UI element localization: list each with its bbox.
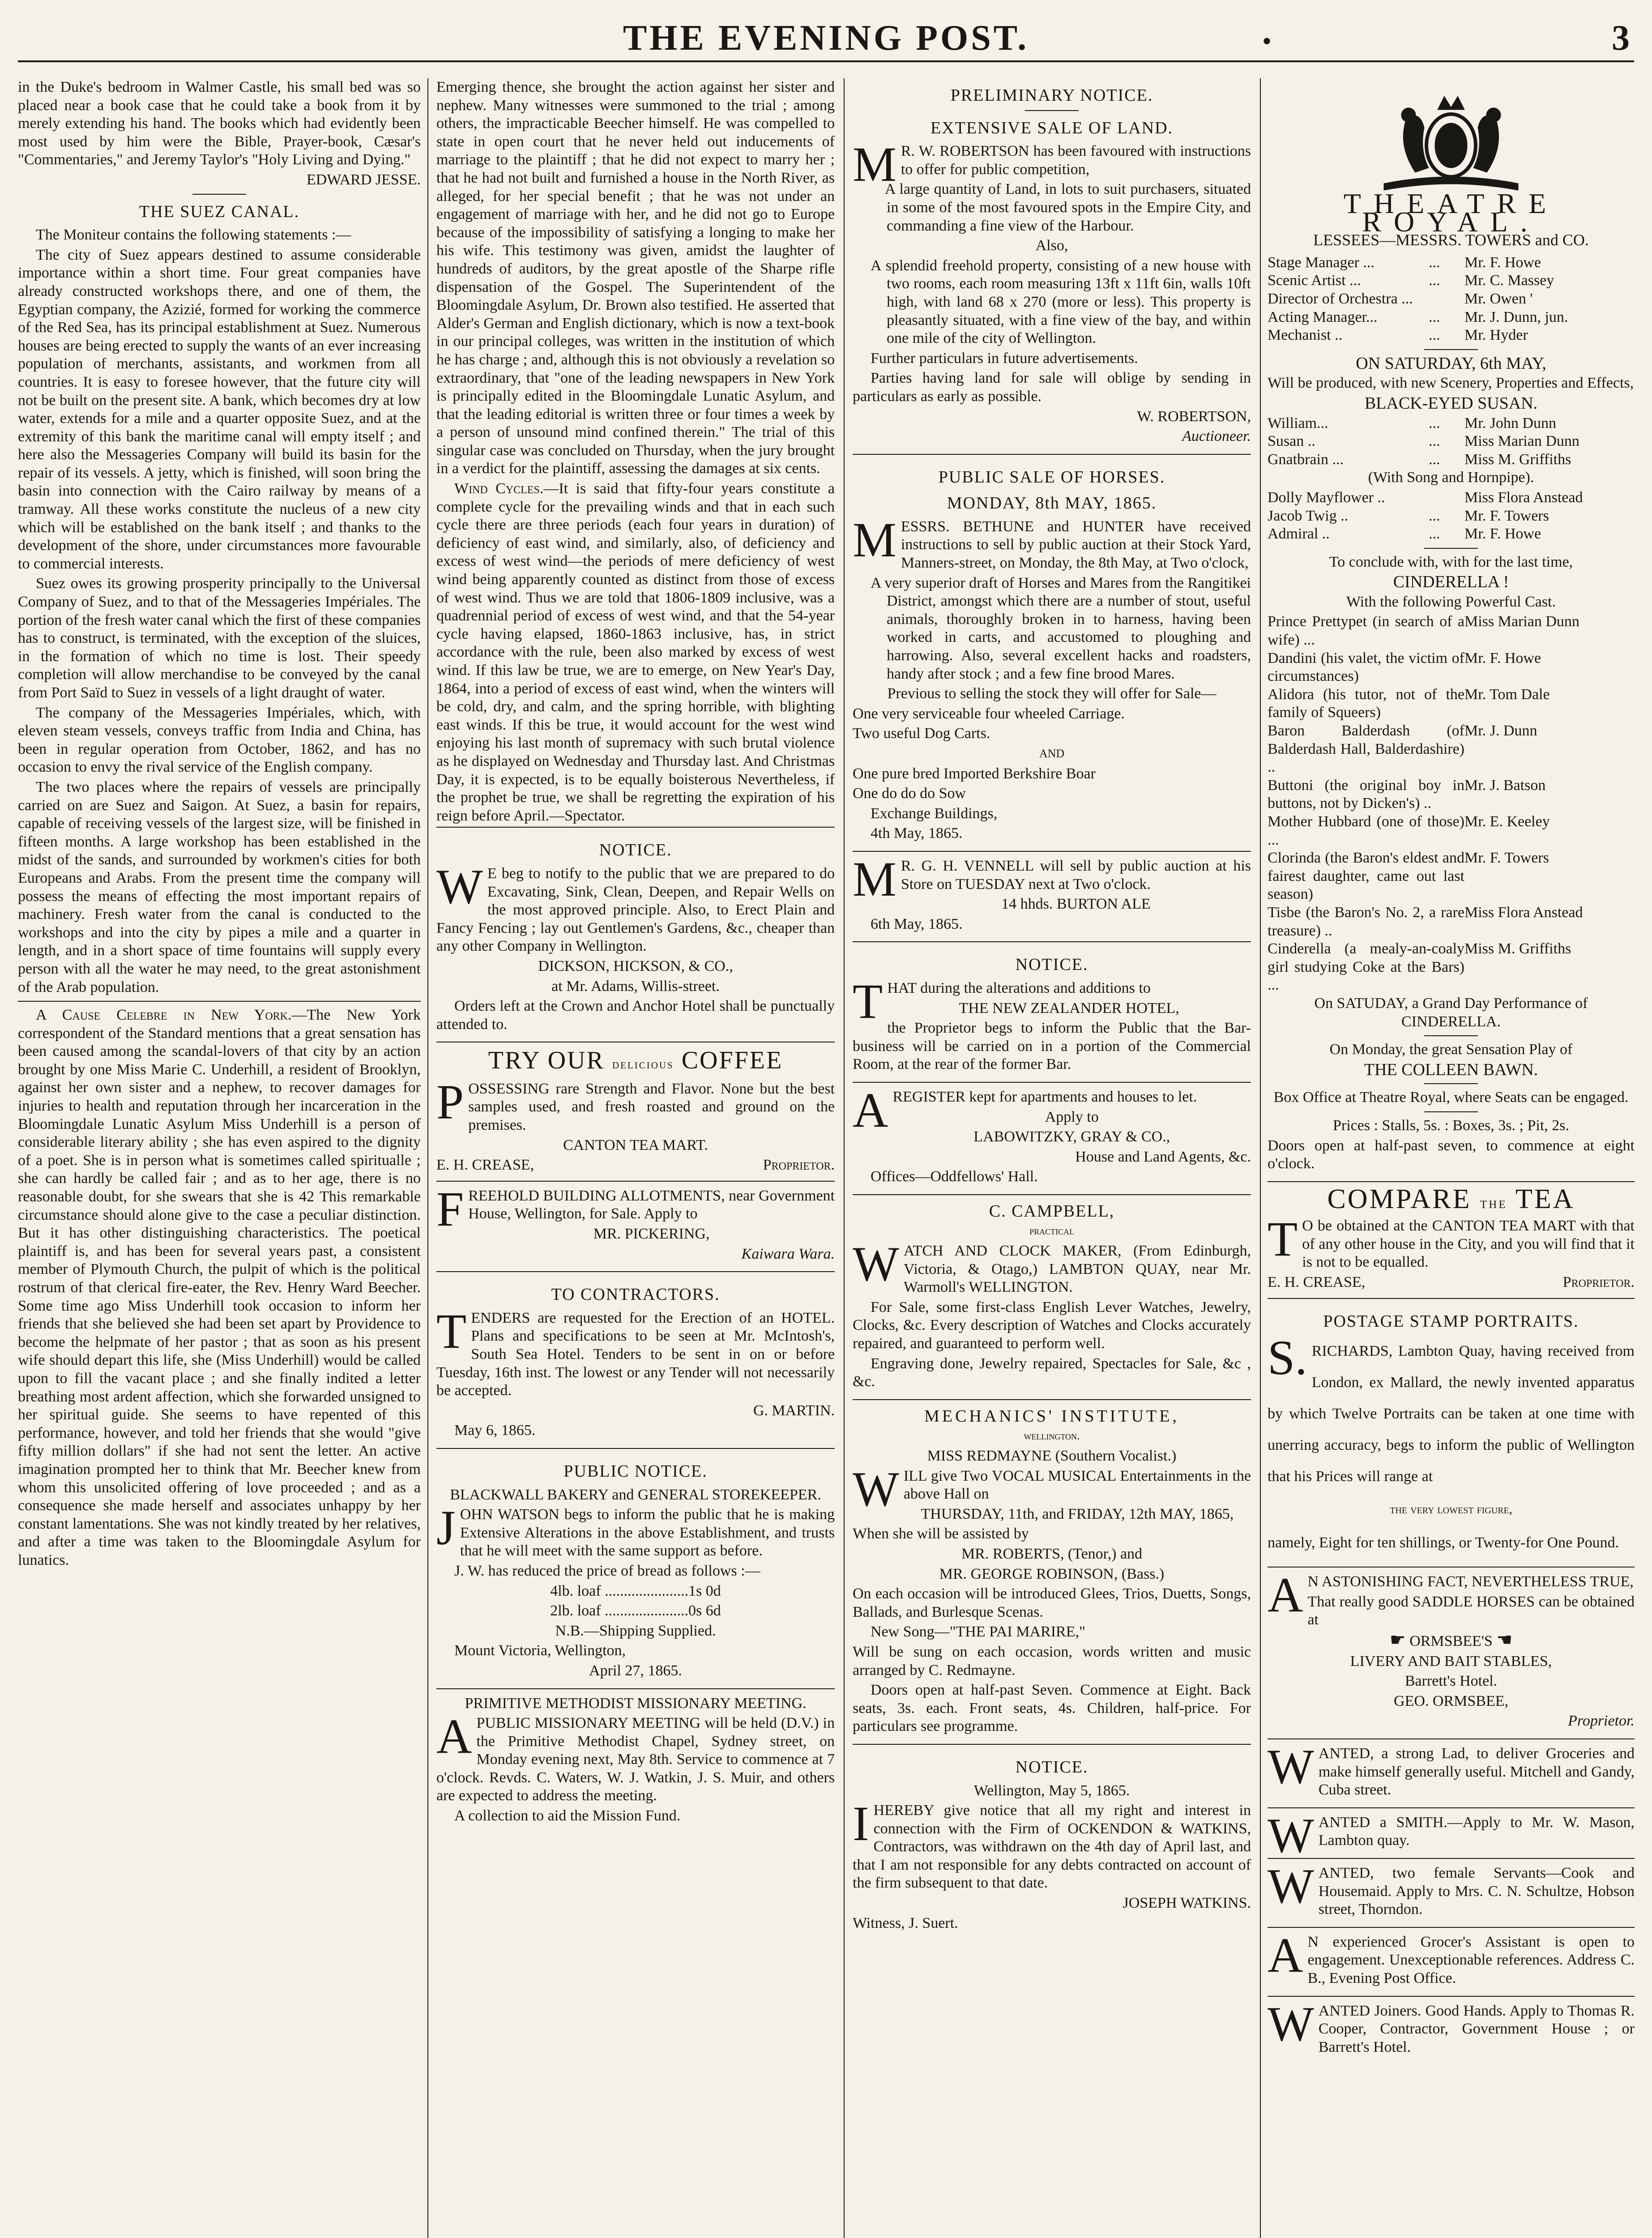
advert-dates: THURSDAY, 11th, and FRIDAY, 12th MAY, 1865, [921, 1505, 1234, 1522]
advert-text: HEREBY give notice that all my right and interest in connection with the Firm of OCKENDON & WATKINS, Contractors, was withdrawn on the 4th day of April last, and that I am not responsible for any debts contracted on account of the firm subsequent to that date. [853, 1802, 1251, 1892]
drop-cap: T [853, 974, 883, 1029]
advert-compare-tea [1268, 1182, 1635, 1299]
advert-heading: PRIMITIVE METHODIST MISSIONARY MEETING. [465, 1695, 807, 1712]
cast-role: Cinderella (a mealy-an-coaly girl studying Coke at the Bars) ... [1268, 940, 1464, 994]
advert-text: ANTED a SMITH.—Apply to Mr. W. Mason, Lambton quay. [1318, 1814, 1635, 1849]
advert-text: ANTED Joiners. Good Hands. Apply to Thomas R. Cooper, Contractor, Government House ; or Barrett's Hotel. [1318, 2002, 1635, 2055]
drop-cap: A [853, 1082, 888, 1137]
cast-role: Buttoni (the original boy in buttons, not by Dicken's) .. [1268, 777, 1464, 812]
drop-cap: J [436, 1500, 456, 1555]
column-rule [844, 78, 845, 2238]
cast-dots: ... [1429, 525, 1440, 542]
cast-dots: ... [1429, 433, 1440, 450]
advert-text: Will be produced, with new Scenery, Properties and Effects, [1268, 375, 1634, 392]
divider [1424, 548, 1478, 549]
cast-row [1268, 904, 1635, 940]
advert-signature-row [436, 1156, 835, 1175]
advert-subheading: BLACKWALL BAKERY and GENERAL STOREKEEPER. [450, 1486, 821, 1503]
advert-owner-role: Proprietor. [763, 1157, 835, 1174]
advert-business-name: ORMSBEE'S [1409, 1633, 1493, 1650]
advert-text: A large quantity of Land, in lots to suit purchasers, situated in some of the most favoured spots in the Empire City, and commanding a fine view of the Harbour. [884, 181, 1251, 234]
advert-grocer-assistant [1268, 1928, 1635, 1997]
cast-actor: Miss Marian Dunn [1464, 613, 1579, 630]
staff-name: Mr. Hyder [1464, 327, 1528, 344]
staff-role: Stage Manager ... [1268, 254, 1375, 271]
advert-signature: W. ROBERTSON, [1137, 408, 1251, 425]
advert-text: A splendid freehold property, consisting of a new house with two rooms, each room measuring 13ft x 11ft 6in, walls 10ft high, with land 68 x 270 (more or less). This property is pleasantly situated, with a fine view of the bay, and within one mile of the city of Wellington. [871, 257, 1251, 347]
divider [1424, 349, 1478, 350]
cast-row [1268, 813, 1635, 849]
advert-date: 6th May, 1865. [871, 915, 963, 932]
cast-actor: Miss M. Griffiths [1464, 940, 1571, 957]
cast-role: Clorinda (the Baron's eldest and fairest daughter, came out last season) [1268, 850, 1464, 903]
article-paragraph: The company of the Messageries Impériales, which, with eleven steam vessels, conveys traffic from India and China, has been in regular operation from October, 1862, and has no occasion to envy the rival service of the English company. [18, 704, 421, 776]
cast-row [1268, 722, 1635, 777]
advert-text: Parties having land for sale will oblige by sending in particulars as early as possible. [853, 370, 1251, 405]
advert-text: ILL give Two VOCAL MUSICAL Entertainments in the above Hall on [903, 1467, 1251, 1503]
cast-role: Dolly Mayflower .. [1268, 489, 1385, 506]
drop-cap: M [853, 137, 896, 192]
drop-cap: W [1268, 1808, 1314, 1863]
advert-text: ANTED, a strong Lad, to deliver Groceries and make himself generally useful. Mitchell and Gandy, Cuba street. [1318, 1745, 1635, 1798]
advert-text: Also, [1035, 237, 1068, 254]
cast-list [1268, 613, 1635, 994]
advert-text: REEHOLD BUILDING ALLOTMENTS, near Government House, Wellington, for Sale. Apply to [468, 1187, 835, 1222]
advert-witness: Witness, J. Suert. [853, 1914, 958, 1931]
cast-row [1268, 849, 1635, 904]
cast-dots: ... [1429, 507, 1440, 524]
play-title: CINDERELLA ! [1393, 572, 1509, 592]
advert-text: With the following Powerful Cast. [1346, 593, 1556, 610]
advert-text: Previous to selling the stock they will offer for Sale— [887, 685, 1217, 702]
staff-row [1268, 290, 1635, 308]
cast-row [1268, 432, 1635, 451]
advert-signature: G. MARTIN. [753, 1402, 835, 1419]
advert-text: PUBLIC MISSIONARY MEETING will be held (D.V.) in the Primitive Methodist Chapel, Sydney street, on Monday evening next, May 8th. Service to commence at 7 o'clock. Revds. C. Waters, W. J. Watkin, J. S. Muir, and others are expected to address the meeting. [436, 1715, 835, 1804]
cast-role: Dandini (his valet, the victim of circumstances) [1268, 649, 1464, 685]
staff-list [1268, 254, 1635, 345]
advert-date: Wellington, May 5, 1865. [973, 1782, 1130, 1799]
advert-text: R. W. ROBERTSON has been favoured with instructions to offer for public competition, [901, 143, 1251, 178]
advert-text: the Proprietor begs to inform the Public that the Bar-business will be carried on in a portion of the Commercial Room, at the rear of the former Bar. [853, 1020, 1251, 1073]
advert-subheading: ON SATURDAY, 6th MAY, [1356, 354, 1546, 373]
advert-watkins [853, 1745, 1251, 1940]
advert-campbell [853, 1195, 1251, 1400]
advert-text: That really good SADDLE HORSES can be obtained at [1307, 1593, 1635, 1628]
staff-row [1268, 272, 1635, 290]
advert-wanted-smith [1268, 1808, 1635, 1863]
cast-role: Tisbe (the Baron's No. 2, a rare treasure) .. [1268, 904, 1464, 939]
article-lead: A Cause Celebre in New York. [36, 1007, 292, 1024]
column-1 [18, 78, 421, 2238]
staff-name: Mr. Owen ' [1464, 290, 1533, 307]
advert-address: at Mr. Adams, Willis-street. [551, 978, 720, 995]
advert-text: One do do do Sow [853, 785, 966, 802]
advert-date: 4th May, 1865. [871, 825, 963, 842]
advert-text: AND [1039, 747, 1065, 760]
advert-business: CANTON TEA MART. [563, 1136, 708, 1153]
staff-row [1268, 254, 1635, 272]
article-body: —The New York correspondent of the Standard mentions that a great sensation has been caused among the scandal-lovers of that city by an action brought by one Miss Marie C. Underhill, a resident of Brooklyn, against her own sister and a nephew, to recover damages for injuries to health and reputation through her incarceration in the Bloomingdale Lunatic Asylum Miss Underhill is a person of considerable literary ability ; she has even aspired to the dignity of a poet. She is in person what is sometimes called spiritualle ; she can hardly be called fair ; and as to her age, there is no reasonable doubt, for she swears that she is 42 This remarkable circumstance should alone give to the case a peculiar distinction. But it has other distinguishing characteristics. The poetical plaintiff is, and has been for several years past, a consistent member of Plymouth Church, the pulpit of which is the political rostrum of that clerical fire-eater, the Rev. Henry Ward Beecher. Some time ago Miss Underhill took occasion to inform her friends that she believed she had been set apart by Providence to become the helpmate of her pastor ; that as soon as his present wife should depart this life, she (Miss Underhill) would be called upon to fill the vacant place ; and she finally indited a letter breathing most ardent affection, which she forwarded unsigned to her spiritual guide. She seems to have repented of this performance, however, and told her friends that she would "give fifty million dollars" if she had not sent the letter. An active imagination prompted her to think that Mr. Beecher knew from whom this unsolicited offering of love proceeded ; and as a consequence she made herself and associates unhappy by her constant lamentations. She was not kindly treated by her relatives, and after a time was taken to the Bloomingdale Asylum for lunatics. [18, 1007, 421, 1568]
advert-vennell [853, 852, 1251, 942]
article-heading: THE SUEZ CANAL. [139, 202, 300, 221]
advert-text: House and Land Agents, &c. [1075, 1148, 1251, 1165]
advert-text: N ASTONISHING FACT, NEVERTHELESS TRUE, [1307, 1573, 1634, 1590]
advert-text: Will be sung on each occasion, words written and music arranged by C. Redmayne. [853, 1643, 1251, 1678]
advert-text: On Monday, the great Sensation Play of [1329, 1041, 1573, 1058]
staff-role: Acting Manager... [1268, 308, 1378, 325]
advert-land-sale [853, 86, 1251, 455]
advert-text: Engraving done, Jewelry repaired, Spectacles for Sale, &c , &c. [853, 1355, 1251, 1390]
advert-text: Doors open at half-past Seven. Commence at Eight. Back seats, 3s. each. Front seats, 4s. Children, half-price. For particulars see programme. [853, 1682, 1251, 1735]
drop-cap: T [436, 1303, 467, 1358]
pointing-hand-icon: ☚ [1496, 1630, 1513, 1650]
divider [1424, 1083, 1478, 1084]
advert-text: Further particulars in future advertisements. [871, 350, 1138, 367]
advert-text: One very serviceable four wheeled Carriage. [853, 705, 1125, 722]
divider [1025, 110, 1079, 111]
advert-heading: NOTICE. [1015, 1757, 1089, 1777]
staff-name: Mr. C. Massey [1464, 272, 1554, 289]
advert-heading: PUBLIC NOTICE. [563, 1461, 708, 1481]
advert-heading: TO CONTRACTORS. [551, 1285, 720, 1304]
cast-role: Admiral .. [1268, 525, 1330, 542]
drop-cap: M [853, 851, 896, 906]
article-paragraph: Suez owes its growing prosperity principally to the Universal Company of Suez, and to that of the Messageries Impériales. The portion of the fresh water canal which the first of these companies has to construct, is terminated, with the exception of the sluices, in the formation of which no time is lost. Their speedy completion will allow merchandise to be conveyed by the canal from Port Saïd to Suez in vessels of a light draught of water. [18, 575, 421, 701]
advert-text: New Song—"THE PAI MARIRE," [871, 1623, 1085, 1640]
advert-address: Offices—Oddfellows' Hall. [871, 1168, 1038, 1185]
advert-text: 14 hhds. BURTON ALE [1001, 896, 1151, 913]
drop-cap: A [436, 1709, 472, 1764]
drop-cap: T [1268, 1212, 1298, 1267]
advert-text: OHN WATSON begs to inform the public that he is making Extensive Alterations in the above Establishment, and trusts that he will meet with the same support as before. [460, 1506, 835, 1559]
article-paragraph [436, 480, 835, 825]
article-paragraph: The two places where the repairs of vessels are principally carried on are Suez and Saigon. At Suez, a basin for repairs, capable of receiving vessels of the largest size, will be finished in fifteen months. A large workshop has been established in the midst of the sands, and surrounded by workmen's cities for both Europeans and Arabs. From the present time the company will possess the means of effecting the most important repairs of machinery. Fresh water from the canal is conducted to the workshops and into the city by pipes a mile and a quarter in length, and in a short space of time fountains will supply every person with all the water he may need, to the great astonishment of the Arab population. [18, 778, 421, 995]
cast-row [1268, 649, 1635, 686]
advert-text: On SATUDAY, a Grand Day Performance of CINDERELLA. [1314, 995, 1588, 1030]
drop-cap: M [853, 512, 896, 567]
column-3 [853, 78, 1251, 2238]
advert-address: Mount Victoria, Wellington, [454, 1642, 626, 1659]
advert-heading: NOTICE. [1015, 955, 1089, 974]
play-title: BLACK-EYED SUSAN. [1364, 393, 1538, 413]
drop-cap: F [436, 1181, 464, 1236]
cast-role: Susan .. [1268, 433, 1315, 450]
advert-text: On each occasion will be introduced Glees, Trios, Duetts, Songs, Ballads, and Burlesque Scenas. [853, 1585, 1251, 1620]
cast-actor: Mr. E. Keeley [1464, 813, 1550, 830]
compare-heading-a: COMPARE [1327, 1183, 1472, 1214]
advert-text: Two useful Dog Carts. [853, 725, 990, 742]
advert-text: R. G. H. VENNELL will sell by public auction at his Store on TUESDAY next at Two o'clock. [901, 857, 1251, 893]
advert-text: J. W. has reduced the price of bread as follows :— [454, 1562, 760, 1579]
advert-text: the very lowest figure, [1390, 1503, 1512, 1517]
cast-actor: Mr. F. Towers [1464, 850, 1549, 867]
advert-bakery [436, 1449, 835, 1689]
cast-role: Jacob Twig .. [1268, 507, 1349, 524]
staff-dots: ... [1429, 308, 1440, 325]
advert-business: LIVERY AND BAIT STABLES, [1350, 1653, 1552, 1670]
cast-note: (With Song and Hornpipe). [1368, 469, 1534, 486]
cast-row [1268, 686, 1635, 722]
article-signature: EDWARD JESSE. [306, 171, 421, 188]
drop-cap: W [853, 1461, 899, 1516]
advert-heading: NOTICE. [599, 841, 672, 860]
drop-cap: S. [1268, 1330, 1307, 1385]
price-line: 4lb. loaf ......................1s 0d [550, 1582, 721, 1599]
cast-role: Mother Hubbard (one of those) ... [1268, 813, 1464, 848]
cast-actor: Miss M. Griffiths [1464, 451, 1571, 468]
advert-text: ATCH AND CLOCK MAKER, (From Edinburgh, Victoria, & Otago,) LAMBTON QUAY, near Mr. Warmoll's WELLINGTON. [903, 1243, 1251, 1296]
drop-cap: W [853, 1237, 899, 1292]
masthead-dot: • [1262, 26, 1272, 56]
advert-ormsbee-stables [1268, 1567, 1635, 1739]
cast-role: Baron Balderdash (of Balderdash Hall, Balderdashire) .. [1268, 722, 1464, 776]
staff-role: Scenic Artist ... [1268, 272, 1361, 289]
advert-text: ANTED, two female Servants—Cook and Housemaid. Apply to Mrs. C. N. Schultze, Hobson street, Thorndon. [1318, 1864, 1635, 1918]
advert-heading [1268, 1183, 1635, 1214]
advert-methodist [436, 1689, 835, 1833]
advert-business [1268, 1631, 1635, 1651]
staff-dots [1429, 290, 1464, 308]
advert-text: Orders left at the Crown and Anchor Hotel shall be punctually attended to. [436, 998, 835, 1033]
advert-text: OSSESSING rare Strength and Flavor. None but the best samples used, and fresh roasted and ground on the premises. [468, 1080, 835, 1134]
advert-theatre-royal [1268, 83, 1635, 1182]
advert-text: HAT during the alterations and additions to [887, 979, 1151, 996]
advert-prices: Prices : Stalls, 5s. : Boxes, 3s. ; Pit, 2s. [1333, 1117, 1569, 1134]
column-2 [436, 78, 835, 2238]
drop-cap: W [1268, 1858, 1314, 1913]
pointing-hand-icon: ☛ [1389, 1630, 1406, 1650]
staff-name: Mr. F. Howe [1464, 254, 1541, 271]
drop-cap: W [1268, 1739, 1314, 1794]
advert-owner: E. H. CREASE, [1268, 1274, 1366, 1291]
advert-signature-role: Auctioneer. [1182, 428, 1251, 445]
staff-dots: ... [1429, 327, 1440, 344]
royal-crest-icon [1357, 83, 1545, 195]
advert-text: For Sale, some first-class English Lever Watches, Jewelry, Clocks, &c. Every description of Watches and Clocks accurately repaired, and guaranteed to perform well. [853, 1298, 1251, 1352]
play-title: THE COLLEEN BAWN. [1364, 1060, 1538, 1079]
advert-contractors [436, 1272, 835, 1449]
drop-cap: P [436, 1074, 464, 1129]
advert-subheading: MONDAY, 8th MAY, 1865. [947, 494, 1157, 513]
cast-role: Prince Prettypet (in search of a wife) ... [1268, 613, 1464, 649]
advert-signature: JOSEPH WATKINS. [1123, 1895, 1251, 1912]
advert-text: Doors open at half-past seven, to commence at eight o'clock. [1268, 1137, 1635, 1172]
advert-signature-row [1268, 1273, 1635, 1292]
cast-row [1268, 414, 1635, 433]
cast-dots: ... [1429, 414, 1440, 431]
advert-subheading: LESSEES—MESSRS. TOWERS and CO. [1313, 231, 1589, 249]
advert-address: Barrett's Hotel. [1404, 1673, 1498, 1690]
divider [192, 194, 246, 195]
staff-dots: ... [1429, 254, 1440, 271]
advert-text: When she will be assisted by [853, 1525, 1029, 1542]
advert-place: Kaiwara Wara. [741, 1245, 835, 1262]
article-paragraph [18, 1006, 421, 1569]
article-body: —It is said that fifty-four years constitute a complete cycle for the prevailing winds and that in each such cycle there are three periods (each four years in duration) of deficiency of east wind, and similarly, also, of deficiency and excess of west wind—the periods of mere deficiency of west wind being apparently counted as distinct from those of excess of west wind. Thus we are told that 1806-1809 inclusive, was a quadrennial period of excess of west wind, and that the 54-year cycle having elapsed, 1860-1863 inclusive, has, in strict accordance with the rule, been also marked by excess of west wind. If this law be true, we are to emerge, on New Year's Day, 1864, into a period of excess of east wind, when the winters will be cold, dry, and calm, and the spring horrible, with blighting east winds. If this be true, it would account for the west wind enjoying his last month of supremacy with such brutal violence as he displayed on Wednesday and Thursday last. And Christmas Day, it is expected, is to be equally boisterous Nevertheless, if the prophet be true, we shall be regretting the expiration of his reign before April.—Spectator. [436, 480, 835, 824]
advert-text: RICHARDS, Lambton Quay, having received from London, ex Mallard, the newly invented apparatus by which Twelve Portraits can be taken at one time with unerring accuracy, begs to inform the public of Wellington that his Prices will range at [1268, 1343, 1635, 1485]
coffee-heading-word: COFFEE [681, 1046, 783, 1075]
column-rule [427, 78, 428, 2238]
advert-text: N experienced Grocer's Assistant is open to engagement. Unexceptionable references. Address C. B., Evening Post Office. [1307, 1933, 1635, 1986]
advert-wells [436, 827, 835, 1042]
advert-text: REGISTER kept for apartments and houses to let. [892, 1088, 1197, 1105]
advert-text: ESSRS. BETHUNE and HUNTER have received instructions to sell by public auction at their Stock Yard, Manners-street, on Monday, the 8th May, at Two o'clock, [901, 518, 1251, 572]
advert-subheading: wellington. [1024, 1429, 1080, 1443]
advert-firm: LABOWITZKY, GRAY & CO., [973, 1128, 1170, 1145]
cast-role: Gnatbrain ... [1268, 451, 1344, 468]
cast-list [1268, 414, 1635, 543]
advert-text: A very superior draft of Horses and Mares from the Rangitikei District, amongst which there are a number of stout, useful animals, thoroughly broken in to harness, having been worked in carts, and accustomed to ploughing and harrowing. Also, several excellent hacks and roadsters, handy after stock ; and a few fine brood Mares. [871, 574, 1251, 682]
cast-row [1268, 525, 1635, 543]
coffee-heading-delicious: delicious [612, 1057, 674, 1072]
advert-text: Apply to [1045, 1108, 1099, 1125]
cast-actor: Mr. F. Howe [1464, 649, 1541, 666]
advert-text: A collection to aid the Mission Fund. [454, 1807, 681, 1824]
advert-wanted-servants [1268, 1859, 1635, 1928]
cast-actor: Miss Marian Dunn [1464, 433, 1579, 450]
staff-name: Mr. J. Dunn, jun. [1464, 308, 1568, 325]
advert-text: To conclude with, with for the last time, [1329, 553, 1573, 570]
advert-zealander-hotel [853, 942, 1251, 1083]
staff-role: Mechanist .. [1268, 327, 1343, 344]
advert-coffee [436, 1042, 835, 1182]
advert-date: May 6, 1865. [454, 1422, 536, 1439]
advert-heading: PUBLIC SALE OF HORSES. [938, 467, 1165, 487]
compare-heading-b: the [1480, 1193, 1507, 1212]
advert-text: ENDERS are requested for the Erection of an HOTEL. Plans and specifications to be seen at Mr. McIntosh's, South Sea Hotel. Tenders to be sent in on or before Tuesday, 16th inst. The lowest or any Tender will not necessarily be accepted. [436, 1309, 835, 1399]
cast-role: William... [1268, 414, 1328, 431]
price-line: 2lb. loaf ......................0s 6d [550, 1602, 721, 1619]
advert-register [853, 1083, 1251, 1195]
staff-role: Director of Orchestra ... [1268, 290, 1413, 307]
cast-actor: Mr. Tom Dale [1464, 686, 1550, 703]
advert-mechanics-institute [853, 1400, 1251, 1745]
compare-heading-c: TEA [1515, 1183, 1575, 1214]
advert-text: MISS REDMAYNE (Southern Vocalist.) [927, 1448, 1177, 1464]
cast-actor: Miss Flora Anstead [1464, 489, 1583, 506]
coffee-heading-try: TRY OUR [488, 1046, 605, 1075]
divider [1424, 1035, 1478, 1036]
cast-row [1268, 507, 1635, 525]
advert-name: MR. PICKERING, [593, 1226, 710, 1243]
cast-row [1268, 777, 1635, 813]
advert-horses [853, 455, 1251, 852]
advert-subheading: EXTENSIVE SALE OF LAND. [930, 118, 1174, 137]
advert-text: N.B.—Shipping Supplied. [555, 1622, 716, 1639]
advert-heading: THEATRE ROYAL. [1343, 188, 1559, 238]
cast-actor: Mr. F. Towers [1464, 507, 1549, 524]
cast-dots: ... [1429, 451, 1440, 468]
column-rule [1260, 78, 1261, 2238]
advert-freehold [436, 1182, 835, 1272]
masthead [18, 18, 1634, 62]
divider [1424, 1111, 1478, 1112]
advert-subheading: practical [1029, 1224, 1074, 1238]
advert-heading: C. CAMPBELL, [989, 1201, 1115, 1221]
cast-actor: Mr. J. Dunn [1464, 722, 1537, 739]
advert-wanted-lad [1268, 1739, 1635, 1808]
cast-row [1268, 613, 1635, 649]
drop-cap: W [436, 859, 483, 914]
advert-owner-role: Proprietor. [1562, 1274, 1635, 1291]
article-paragraph: The city of Suez appears destined to assume considerable importance within a short time. Four great companies have already constructed workshops there, and one of them, the Egyptian company, the Azizié, formed for working the commerce of the Red Sea, has its principal establishment at Suez. Numerous houses are being erected to supply the wants of an ever increasing population of merchants, assistants, and workmen from all countries. It is easy to foresee however, that the future city will not be built on the present site. A bank, which becomes dry at low water, extends for a mile and a quarter opposite Suez, and at the extremity of this bank the maritime canal will empty itself ; and here also the Messageries Company will build its basin for the repair of its vessels. A jetty, which is finished, will soon bring the basin into connection with the Cairo railway by means of a tramway. All these works constitute the nucleus of a new city which will be established on the bank itself ; and thanks to the development of the shore, under circumstances more favourable to commercial interests. [18, 246, 421, 572]
cast-actor: Miss Flora Anstead [1464, 904, 1583, 921]
article-paragraph: Emerging thence, she brought the action against her sister and nephew. Many witnesses were summoned to the trial ; among others, the impracticable Beecher himself. He was compelled to state in open court that he never held out inducements of marriage to the plaintiff ; that he did not expect to marry her ; that he had not built and furnished a house in the North River, as alleged, for her special benefit ; that he was not under an engagement of marriage with her, and he did not go to Europe because of the impossibility of satisfying a longing to make her his wife. This testimony was given, amidst the laughter of hundreds of auditors, by the great apostle of the Sharpe rifle dispensation of the Gospel. The Superintendent of the Bloomingdale Asylum, Dr. Brown also testified. He asserted that Alder's German and English dictionary, which is now a text-book in our principal colleges, was written in the institution of which he has charge ; and, although this is not obviously a revelation so extraordinary, that "one of the leading newspapers in New York is principally edited in the Bloomingdale Lunatic Asylum, and that the leading editorial is written three or four times a week by a person of unsound mind confined therein." The trial of this singular case was concluded on Thursday, when the jury brought in a verdict for the plaintiff, assessing the damages at six cents. [436, 79, 835, 477]
article-duke-text: in the Duke's bedroom in Walmer Castle, his small bed was so placed near a book case that he could take a book from it by merely extending his hand. The books which had evidently been most used by him were the Bible, Prayer-book, Cæsar's "Commentaries," and Jeremy Taylor's "Holy Living and Dying." [18, 79, 421, 168]
staff-row [1268, 326, 1635, 345]
drop-cap: A [1268, 1567, 1303, 1623]
advert-heading: PRELIMINARY NOTICE. [950, 86, 1153, 105]
newspaper-title: THE EVENING POST. [623, 18, 1029, 58]
advert-date: April 27, 1865. [589, 1662, 682, 1679]
advert-text: E beg to notify to the public that we are prepared to do Excavating, Sink, Clean, Deepen, and Repair Wells on the most approved principle. Also, to Erect Plain and Fancy Fencing ; lay out Gentlemen's Gardens, &c., cheaper than any other Company in Wellington. [436, 865, 835, 955]
advert-heading [436, 1046, 835, 1075]
cast-role: Alidora (his tutor, not of the family of Squeers) [1268, 686, 1464, 721]
advert-text: MR. ROBERTS, (Tenor,) and [961, 1545, 1143, 1562]
cast-row [1268, 940, 1635, 995]
cast-row [1268, 489, 1635, 507]
advert-heading: MECHANICS' INSTITUTE, [924, 1406, 1179, 1426]
cast-actor: Mr. J. Batson [1464, 777, 1546, 794]
advert-text: O be obtained at the CANTON TEA MART with that of any other house in the City, and you will find that it is not to be equalled. [1302, 1217, 1635, 1271]
advert-business: THE NEW ZEALANDER HOTEL, [959, 999, 1179, 1016]
advert-text: Box Office at Theatre Royal, where Seats can be engaged. [1273, 1089, 1629, 1106]
cast-dots [1429, 489, 1464, 507]
advert-owner: E. H. CREASE, [436, 1157, 534, 1174]
advert-heading: POSTAGE STAMP PORTRAITS. [1323, 1311, 1579, 1331]
article-paragraph: The Moniteur contains the following statements :— [36, 226, 351, 243]
advert-firm: DICKSON, HICKSON, & CO., [538, 957, 733, 974]
advert-wanted-joiners [1268, 1997, 1635, 2065]
drop-cap: W [1268, 1996, 1314, 2051]
cast-actor: Mr. F. Howe [1464, 525, 1541, 542]
advert-signature-role: Proprietor. [1568, 1713, 1635, 1730]
advert-address: Exchange Buildings, [871, 805, 998, 822]
drop-cap: A [1268, 1927, 1303, 1982]
advert-text: One pure bred Imported Berkshire Boar [853, 765, 1096, 782]
staff-row [1268, 308, 1635, 327]
cast-row [1268, 451, 1635, 469]
cast-actor: Mr. John Dunn [1464, 414, 1556, 431]
column-4 [1268, 78, 1635, 2238]
staff-dots: ... [1429, 272, 1440, 289]
article-lead: Wind Cycles. [454, 480, 544, 497]
divider [18, 1001, 421, 1002]
advert-stamp-portraits [1268, 1299, 1635, 1568]
advert-text: MR. GEORGE ROBINSON, (Bass.) [939, 1565, 1165, 1582]
drop-cap: I [853, 1796, 869, 1851]
advert-text: namely, Eight for ten shillings, or Twenty-for One Pound. [1268, 1534, 1619, 1551]
advert-signature: GEO. ORMSBEE, [1394, 1692, 1508, 1709]
page-number: 3 [1612, 18, 1630, 58]
